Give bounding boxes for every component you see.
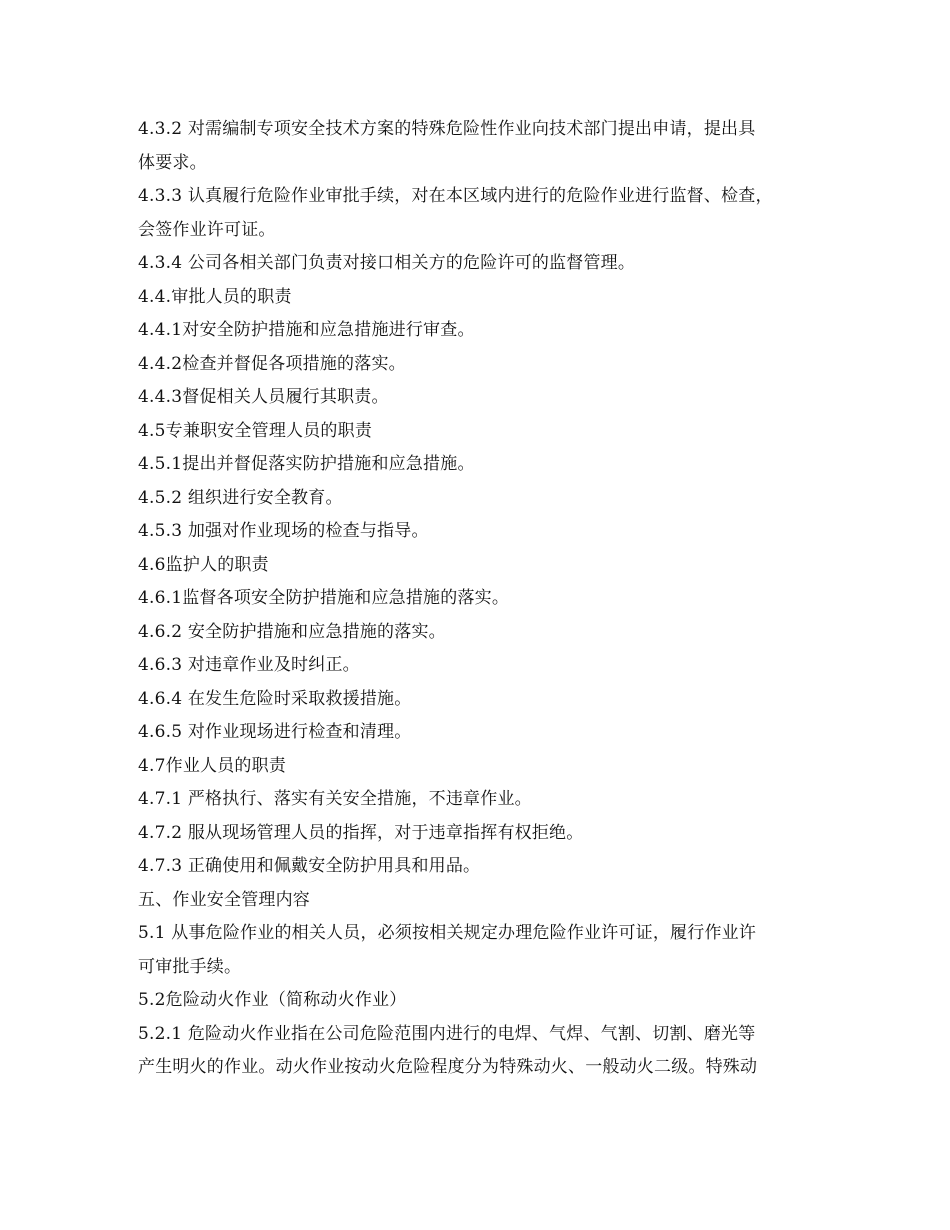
text-line: 4.6.2 安全防护措施和应急措施的落实。 — [138, 621, 446, 642]
text-line: 4.4.2检查并督促各项措施的落实。 — [138, 353, 406, 374]
text-line: 4.4.1对安全防护措施和应急措施进行审查。 — [138, 320, 475, 340]
text-line: 产生明火的作业。动火作业按动火危险程度分为特殊动火、一般动火二级。特殊动 — [138, 1057, 758, 1077]
text-line: 4.3.4 公司各相关部门负责对接口相关方的危险许可的监督管理。 — [138, 253, 636, 273]
text-line: 4.5.2 组织进行安全教育。 — [138, 487, 343, 508]
text-line: 4.7.2 服从现场管理人员的指挥，对于违章指挥有权拒绝。 — [138, 822, 584, 843]
text-line: 4.3.3 认真履行危险作业审批手续，对在本区域内进行的危险作业进行监督、检查， — [138, 186, 773, 206]
text-line: 4.5.3 加强对作业现场的检查与指导。 — [138, 521, 429, 541]
section-heading: 4.6监护人的职责 — [138, 554, 269, 575]
section-heading: 4.4.审批人员的职责 — [138, 286, 292, 307]
text-line: 会签作业许可证。 — [138, 219, 276, 240]
text-line: 体要求。 — [138, 152, 207, 173]
text-line: 4.6.3 对违章作业及时纠正。 — [138, 655, 360, 675]
section-heading: 5.2危险动火作业（简称动火作业） — [138, 990, 407, 1010]
chapter-heading: 五、作业安全管理内容 — [138, 889, 310, 910]
text-line: 4.3.2 对需编制专项安全技术方案的特殊危险性作业向技术部门提出申请，提出具 — [138, 119, 756, 139]
section-heading: 4.7作业人员的职责 — [138, 755, 287, 776]
text-line: 4.6.5 对作业现场进行检查和清理。 — [138, 722, 412, 742]
text-line: 4.7.3 正确使用和佩戴安全防护用具和用品。 — [138, 856, 481, 876]
text-line: 可审批手续。 — [138, 956, 242, 977]
document-body — [138, 113, 838, 1085]
section-heading: 4.5专兼职安全管理人员的职责 — [138, 420, 373, 441]
text-line: 4.6.4 在发生危险时采取救援措施。 — [138, 688, 412, 709]
text-line: 4.4.3督促相关人员履行其职责。 — [138, 387, 389, 407]
text-line: 4.5.1提出并督促落实防护措施和应急措施。 — [138, 454, 475, 474]
text-line: 5.2.1 危险动火作业指在公司危险范围内进行的电焊、气焊、气割、切割、磨光等 — [138, 1023, 756, 1044]
text-line: 4.6.1监督各项安全防护措施和应急措施的落实。 — [138, 588, 510, 608]
text-line: 4.7.1 严格执行、落实有关安全措施，不违章作业。 — [138, 789, 532, 809]
text-line: 5.1 从事危险作业的相关人员，必须按相关规定办理危险作业许可证，履行作业许 — [138, 923, 757, 943]
